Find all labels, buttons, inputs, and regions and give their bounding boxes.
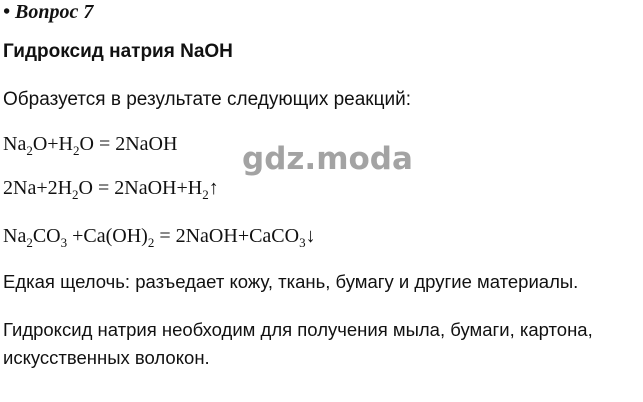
eq3-part: CO xyxy=(32,225,61,247)
eq3-part: = 2NaOH+CaCO xyxy=(154,225,300,247)
eq1-part: Na xyxy=(3,133,27,155)
precipitate-arrow-icon: ↓ xyxy=(305,225,316,247)
eq2-subscript: 2 xyxy=(202,187,209,202)
eq1-part: O+H xyxy=(32,133,73,155)
usage-paragraph: Гидроксид натрия необходим для получения мыла, бумаги, картона, искусственных волокон. xyxy=(3,319,593,368)
eq2-part: O = 2NaOH+H xyxy=(78,177,203,199)
eq1-subscript: 2 xyxy=(73,143,80,158)
equation-1 xyxy=(3,132,177,156)
eq3-part: +Ca(OH) xyxy=(67,225,148,247)
caustic-paragraph: Едкая щелочь: разъедает кожу, ткань, бумагу и другие материалы. xyxy=(3,271,579,292)
gas-arrow-icon: ↑ xyxy=(208,177,219,199)
eq2-part: 2Na+2H xyxy=(3,177,73,199)
eq1-part: O = 2NaOH xyxy=(79,133,178,155)
watermark: gdz.moda xyxy=(242,141,413,177)
intro-text: Образуется в результате следующих реакций: xyxy=(3,89,411,110)
eq2-subscript: 2 xyxy=(72,187,79,202)
eq1-subscript: 2 xyxy=(26,143,33,158)
eq3-subscript: 2 xyxy=(147,235,155,250)
eq3-subscript: 2 xyxy=(26,235,33,250)
equation-3 xyxy=(3,224,316,248)
eq3-subscript: 3 xyxy=(60,235,68,250)
eq3-part: Na xyxy=(3,225,27,247)
section-title: Гидроксид натрия NaOH xyxy=(3,41,233,62)
equation-2 xyxy=(3,176,219,200)
eq3-subscript: 3 xyxy=(299,235,306,250)
question-heading: • Вопрос 7 xyxy=(3,1,94,23)
